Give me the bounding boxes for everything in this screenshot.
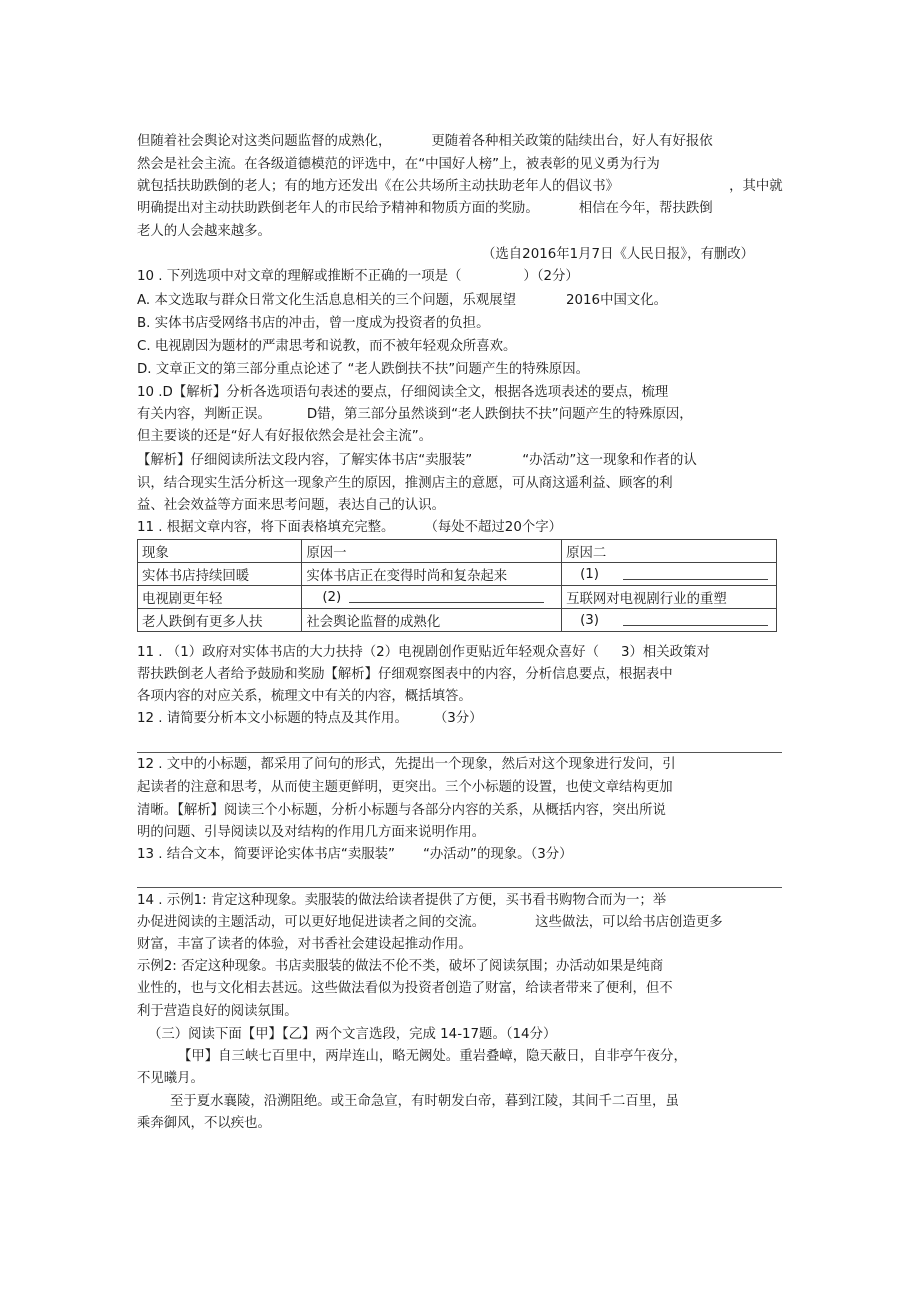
analysis-line: 益、社会效益等方面来思考问题，表达自己的认识。 [137, 498, 445, 513]
answer-14: 财富，丰富了读者的体验，对书香社会建设起推动作用。 [137, 937, 472, 952]
question-11-stem: 11 . 根据文章内容，将下面表格填充完整。 （每处不超过20个字） [137, 520, 563, 535]
table-cell: 老人跌倒有更多人扶 [138, 609, 302, 632]
table-cell: (3) [562, 609, 777, 632]
table-cell: 实体书店正在变得时尚和复杂起来 [302, 563, 562, 586]
table-cell: 电视剧更年轻 [138, 586, 302, 609]
table-row [138, 609, 777, 632]
table-header: 原因二 [562, 540, 777, 563]
table-header-row [138, 540, 777, 563]
table-cell: (2) [302, 586, 562, 609]
answer-14: 业性的，也与文化相去甚远。这些做法看似为投资者创造了财富，给读者带来了便利，但不 [137, 981, 673, 996]
classical-text-line: 不见曦月。 [137, 1071, 204, 1086]
fill-in-table [137, 539, 777, 632]
answer-14: 办促进阅读的主题活动，可以更好地促进读者之间的交流。 这些做法，可以给书店创造更多 [137, 915, 723, 930]
answer-14: 14 . 示例1: 肯定这种现象。卖服装的做法给读者提供了方便，买书看书购物合而为一；举 [137, 893, 667, 908]
table-header: 现象 [138, 540, 302, 563]
passage-line: 明确提出对主动扶助跌倒老年人的市民给予精神和物质方面的奖励。 相信在今年，帮扶跌倒 [137, 201, 713, 216]
passage-line: 然会是社会主流。在各级道德模范的评选中，在“中国好人榜”上，被表彰的见义勇为行为 [137, 157, 660, 172]
answer-10: 10 .D【解析】分析各选项语句表述的要点，仔细阅读全文，根据各选项表述的要点，梳理 [137, 385, 669, 400]
answer-blank[interactable] [349, 589, 544, 603]
passage-line: 但随着社会舆论对这类问题监督的成熟化， 更随着各种相关政策的陆续出台，好人有好报依 [137, 134, 713, 149]
table-cell: 实体书店持续回暖 [138, 563, 302, 586]
answer-12: 12 . 文中的小标题，都采用了问句的形式，先提出一个现象，然后对这个现象进行发问，引 [137, 757, 676, 772]
question-13-stem: 13 . 结合文本，简要评论实体书店“卖服装” “办活动”的现象。（3分） [137, 847, 573, 862]
passage-line: 老人的人会越来越多。 [137, 224, 271, 239]
answer-10: 但主要谈的还是“好人有好报依然会是社会主流”。 [137, 429, 433, 444]
source-citation: （选自2016年1月7日《人民日报》，有删改） [482, 247, 755, 262]
passage-line: 就包括扶助跌倒的老人；有的地方还发出《在公共场所主动扶助老年人的倡议书》 ，其中就 [137, 179, 783, 194]
section-title: （三）阅读下面【甲】【乙】两个文言选段，完成 14-17题。（14分） [148, 1027, 557, 1042]
option-d: D. 文章正文的第三部分重点论述了 “老人跌倒扶不扶”问题产生的特殊原因。 [137, 362, 590, 377]
answer-line[interactable] [137, 887, 782, 888]
answer-11: 帮扶跌倒老人者给予鼓励和奖励【解析】仔细观察图表中的内容，分析信息要点，根据表中 [137, 667, 673, 682]
answer-11: 各项内容的对应关系，梳理文中有关的内容，概括填答。 [137, 689, 472, 704]
answer-11: 11 . （1）政府对实体书店的大力扶持（2）电视剧创作更贴近年轻观众喜好（ 3）相关政策对 [137, 645, 710, 660]
classical-text-line: 乘奔御风，不以疾也。 [137, 1116, 271, 1131]
answer-12: 起读者的注意和思考，从而使主题更鲜明，更突出。三个小标题的设置，也使文章结构更加 [137, 780, 673, 795]
option-c: C. 电视剧因为题材的严肃思考和说教，而不被年轻观众所喜欢。 [137, 339, 517, 354]
option-b: B. 实体书店受网络书店的冲击，曾一度成为投资者的负担。 [137, 316, 490, 331]
question-10-stem: 10 . 下列选项中对文章的理解或推断不正确的一项是（ ）（2分） [137, 269, 579, 284]
answer-12: 清晰。【解析】阅读三个小标题，分析小标题与各部分内容的关系，从概括内容，突出所说 [137, 803, 666, 818]
classical-text-line: 【甲】自三峡七百里中，两岸连山，略无阙处。重岩叠嶂，隐天蔽日，自非亭午夜分， [178, 1049, 687, 1064]
answer-10: 有关内容，判断正误。 D错，第三部分虽然谈到“老人跌倒扶不扶”问题产生的特殊原因， [137, 407, 693, 422]
answer-blank[interactable] [623, 612, 768, 626]
analysis-line: 【解析】仔细阅读所法文段内容，了解实体书店“卖服装” “办活动”这一现象和作者的认 [137, 453, 697, 468]
option-a: A. 本文选取与群众日常文化生活息息相关的三个问题，乐观展望 2016中国文化。 [137, 293, 668, 308]
classical-text-line: 至于夏水襄陵，沿溯阻绝。或王命急宣，有时朝发白帝，暮到江陵，其间千二百里，虽 [170, 1094, 679, 1109]
table-cell: 互联网对电视剧行业的重塑 [562, 586, 777, 609]
answer-14: 利于营造良好的阅读氛围。 [137, 1004, 298, 1019]
table-cell: (1) [562, 563, 777, 586]
answer-12: 明的问题、引导阅读以及对结构的作用几方面来说明作用。 [137, 825, 486, 840]
table-row [138, 586, 777, 609]
answer-blank[interactable] [623, 566, 768, 580]
table-header: 原因一 [302, 540, 562, 563]
table-row [138, 563, 777, 586]
answer-line[interactable] [137, 752, 782, 753]
answer-14: 示例2: 否定这种现象。书店卖服装的做法不伦不类，破坏了阅读氛围；办活动如果是纯商 [137, 959, 664, 974]
table-cell: 社会舆论监督的成熟化 [302, 609, 562, 632]
analysis-line: 识，结合现实生活分析这一现象产生的原因，推测店主的意愿，可从商这遥利益、顾客的利 [137, 476, 673, 491]
question-12-stem: 12 . 请简要分析本文小标题的特点及其作用。 （3分） [137, 711, 483, 726]
